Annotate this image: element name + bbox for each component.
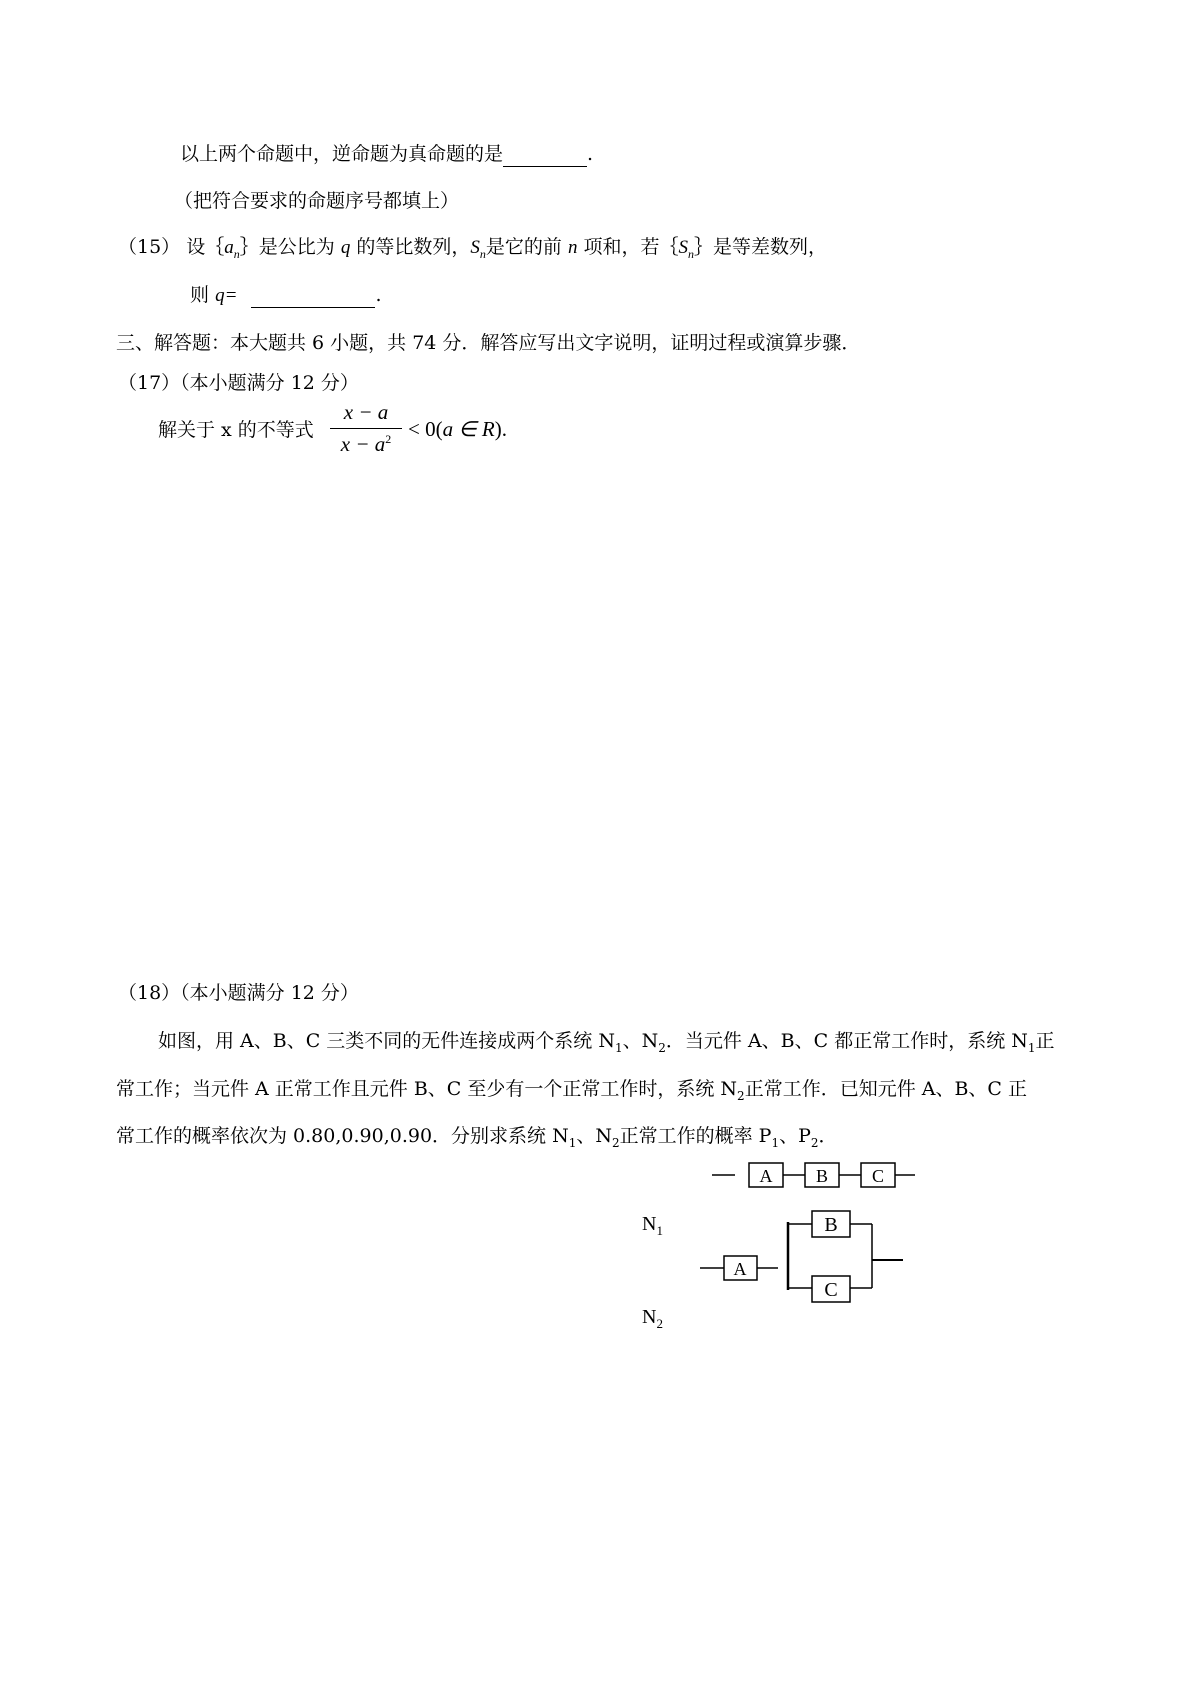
q18-line1: 如图，用 A、B、C 三类不同的无件连接成两个系统 $N_1$、$N_2$．当元件 A、B、C 都正常工作时，系统 $N_1$正 [158, 1030, 1055, 1055]
series-label-c: C [871, 1166, 885, 1186]
label-n1: $N_1$ [642, 1213, 663, 1238]
series-label-a: A [759, 1166, 773, 1186]
q15-line1: （15） 设$\{a_n\}$是公比为 q 的等比数列，$S_n$是它的前 n 项和，若$\{S_n\}$是等差数列， [118, 236, 828, 261]
parallel-label-a: A [733, 1259, 747, 1279]
q17-prefix: 解关于 x 的不等式 [158, 419, 314, 441]
converse-note: （把符合要求的命题序号都填上） [174, 190, 460, 212]
series-label-b: B [815, 1166, 829, 1186]
q15-line2: 则 q= . [190, 284, 382, 306]
q18-line3: 常工作的概率依次为 0.80,0.90,0.90．分别求系统 $N_1$、$N_2$正常工作的概率 $P_1$、$P_2$． [116, 1125, 838, 1150]
q18-line2: 常工作；当元件 A 正常工作且元件 B、C 至少有一个正常工作时，系统 $N_2$正常工作．已知元件 A、B、C 正 [116, 1078, 1027, 1103]
label-n2: $N_2$ [642, 1306, 663, 1331]
q17-suffix: < 0(a ∈ R). [408, 417, 507, 441]
parallel-label-c: C [824, 1279, 838, 1301]
q15-number: （15） [118, 236, 181, 258]
section3-heading: 三、解答题：本大题共 6 小题，共 74 分．解答应写出文字说明，证明过程或演算步骤． [116, 332, 861, 354]
q17-numerator: x − a [343, 400, 389, 424]
q17-header: （17）（本小题满分 12 分） [118, 372, 359, 394]
q17-denominator: $x - a^2$ [340, 432, 392, 456]
q18-header: （18）（本小题满分 12 分） [118, 982, 359, 1004]
converse-question: 以上两个命题中，逆命题为真命题的是 . [180, 143, 594, 165]
parallel-label-b: B [824, 1214, 838, 1236]
